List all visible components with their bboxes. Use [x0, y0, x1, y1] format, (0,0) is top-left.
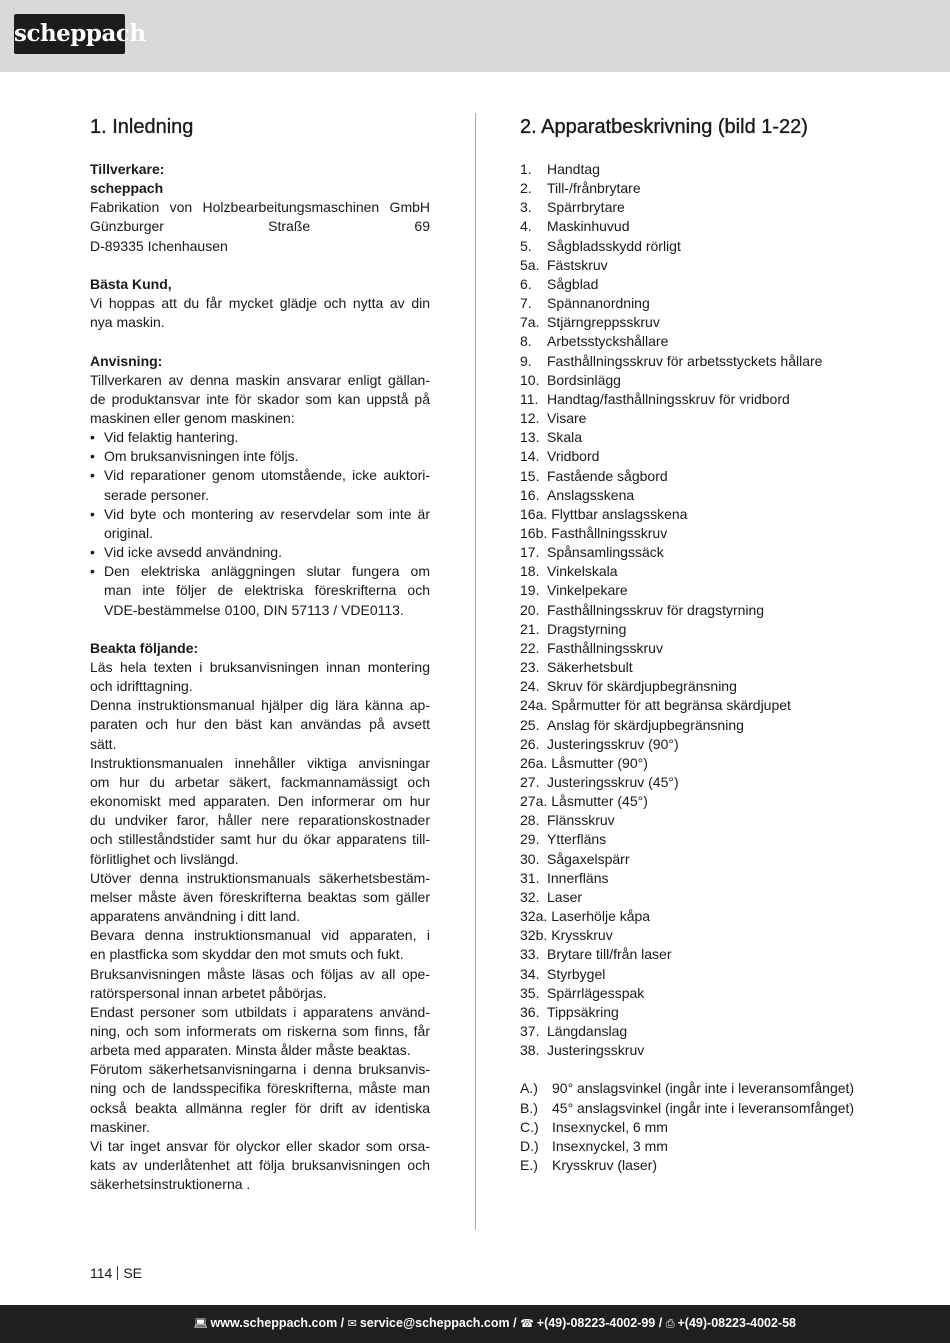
item-number: 32a. [520, 908, 548, 925]
manufacturer-label: Tillverkare: [90, 161, 165, 177]
list-item [520, 371, 900, 390]
item-number: 23. [520, 659, 540, 676]
item-text: Maskinhuvud [547, 218, 630, 235]
list-item [520, 601, 900, 620]
text-line: sätt. [90, 735, 117, 752]
item-text: Brytare till/från laser [547, 946, 672, 963]
page-number [90, 1264, 142, 1283]
list-item [520, 1022, 900, 1041]
left-column [90, 112, 430, 1194]
item-number: 15. [520, 467, 540, 484]
page-language: SE [123, 1265, 143, 1281]
fax-icon: ⎙︎ [665, 1318, 675, 1330]
observe-label: Beakta följande: [90, 639, 199, 656]
item-number: 5a. [520, 256, 540, 273]
item-number: 36. [520, 1003, 540, 1020]
item-number: 17. [520, 544, 540, 561]
list-item [520, 811, 900, 830]
item-number: 20. [520, 601, 540, 618]
item-text: Fastående sågbord [547, 467, 668, 484]
item-text: Justeringsskruv (90°) [547, 735, 679, 752]
item-number: 18. [520, 563, 540, 580]
bullet-item-line: • Den elektriska anläggningen slutar fungera om [90, 562, 430, 581]
page-number-value: 114 [90, 1265, 113, 1281]
text-line: paraten och hur den bäst kan användas på avsett [90, 716, 430, 733]
item-number: 6. [520, 275, 532, 292]
item-text: Insexnyckel, 3 mm [552, 1137, 668, 1154]
item-text: Fasthållningsskruv [547, 639, 663, 656]
footer-fax: +(49)-08223-4002-58 [677, 1316, 796, 1330]
item-text: Krysskruv (laser) [552, 1157, 658, 1174]
item-text: Justeringsskruv (45°) [547, 774, 679, 790]
text-line: Denna instruktionsmanual hjälper dig lära känna ap- [90, 697, 430, 714]
text-line: ning, och som informerats om riskerna som finns, får [90, 1022, 430, 1039]
text-line: kats av underlåtenhet att följa bruksanvisningen och [90, 1157, 430, 1174]
item-number: 16b. [520, 524, 548, 541]
item-number: 25. [520, 716, 540, 733]
item-number: E.) [520, 1157, 538, 1174]
item-text: Spännanordning [547, 295, 650, 312]
text-line: Instruktionsmanualen innehåller viktiga anvisningar [90, 754, 430, 771]
list-item [520, 543, 900, 562]
item-text: Vinkelskala [547, 563, 618, 580]
item-text: Anslagsskena [547, 486, 635, 503]
item-text: Fasthållningsskruv för arbetsstyckets hållare [547, 352, 823, 369]
item-number: 35. [520, 984, 540, 1001]
item-number: C.) [520, 1118, 539, 1135]
item-number: 27a. [520, 793, 548, 810]
list-item [520, 486, 900, 505]
item-text: Arbetsstyckshållare [547, 333, 669, 350]
list-item [520, 256, 900, 275]
item-number: 33. [520, 946, 540, 963]
item-text: Skruv för skärdjupbegränsning [547, 678, 737, 695]
list-item [520, 965, 900, 984]
list-item [520, 1156, 900, 1175]
item-text: Tippsäkring [547, 1003, 619, 1020]
item-number: 3. [520, 199, 532, 216]
address-line: D-89335 Ichenhausen [90, 237, 228, 254]
page-footer [0, 1305, 950, 1343]
item-text: Styrbygel [547, 965, 606, 982]
list-item [520, 677, 900, 696]
text-line: ekonomiskt med apparaten. Den informerar om hur [90, 793, 430, 810]
item-text: Krysskruv [551, 927, 613, 944]
parts-list [520, 160, 900, 1060]
page-number-separator [117, 1266, 118, 1280]
item-number: 8. [520, 333, 532, 350]
item-number: 10. [520, 371, 540, 388]
introduction-body [90, 160, 430, 1194]
list-item [520, 754, 900, 773]
item-text: Fasthållningsskruv för dragstyrning [547, 601, 765, 618]
list-item [520, 409, 900, 428]
bullet-item-line: original. [104, 524, 154, 541]
item-number: 11. [520, 390, 539, 407]
notice-label: Anvisning: [90, 352, 163, 369]
text-line: Läs hela texten i bruksanvisningen innan montering [90, 659, 430, 676]
list-item [520, 773, 900, 792]
item-number: 38. [520, 1042, 540, 1059]
text-line: Vi hoppas att du får mycket glädje och nytta av din [90, 295, 430, 312]
spacer [90, 256, 430, 275]
list-item [520, 639, 900, 658]
item-number: 9. [520, 352, 532, 369]
item-text: Till-/frånbrytare [547, 180, 641, 197]
item-number: 12. [520, 410, 540, 427]
bullet-item-line: • Vid reparationer genom utomstående, icke auktori- [90, 466, 430, 485]
text-line: Bevara denna instruktionsmanual vid apparaten, i [90, 927, 430, 944]
item-text: Ytterfläns [547, 831, 607, 848]
item-text: 90° anslagsvinkel (ingår inte i leveransomfånget) [552, 1080, 855, 1097]
item-number: 34. [520, 965, 540, 982]
list-item [520, 198, 900, 217]
list-item [520, 907, 900, 926]
list-item [520, 620, 900, 639]
footer-phone: +(49)-08223-4002-99 / [536, 1316, 663, 1330]
list-item [520, 830, 900, 849]
list-item [520, 562, 900, 581]
bullet-item-line: serade personer. [104, 486, 210, 503]
item-text: Vridbord [547, 448, 600, 465]
page-header [0, 0, 950, 72]
list-item [520, 447, 900, 466]
item-number: 19. [520, 582, 540, 599]
list-item [520, 467, 900, 486]
list-item [520, 1118, 900, 1137]
item-text: Spånsamlingssäck [547, 544, 664, 561]
item-number: A.) [520, 1080, 538, 1097]
manufacturer-address [90, 198, 430, 255]
item-number: 26a. [520, 754, 548, 771]
text-line: en plastficka som skyddar den mot smuts och fukt. [90, 946, 404, 963]
manufacturer-name: scheppach [90, 180, 164, 197]
text-line: du undviker faror, håller nere reparationskostnader [90, 812, 430, 829]
item-number: 26. [520, 735, 540, 752]
item-text: Vinkelpekare [547, 582, 628, 599]
list-item [520, 716, 900, 735]
phone-icon: ☎︎ [520, 1318, 534, 1330]
list-item [520, 1041, 900, 1060]
text-line: melser måste även föreskrifterna beaktas som gäller [90, 888, 430, 905]
item-number: 7. [520, 295, 532, 312]
item-number: 31. [520, 869, 540, 886]
item-number: B.) [520, 1099, 538, 1116]
list-item [520, 179, 900, 198]
item-text: Sågbladsskydd rörligt [547, 237, 681, 254]
text-line: Tillverkaren av denna maskin ansvarar enligt gällan- [90, 371, 430, 388]
item-text: Dragstyrning [547, 620, 627, 637]
item-number: 27. [520, 774, 540, 790]
list-item [520, 735, 900, 754]
bullet-item-line: man inte följer de elektriska föreskrifterna och [104, 582, 430, 599]
item-number: 28. [520, 812, 540, 829]
list-item [520, 160, 900, 179]
item-text: Handtag [547, 161, 600, 177]
item-number: 32. [520, 888, 540, 905]
item-text: Handtag/fasthållningsskruv för vridbord [547, 390, 790, 407]
text-line: Bruksanvisningen måste läsas och följas av all ope- [90, 965, 430, 982]
list-item [520, 1003, 900, 1022]
list-item [520, 217, 900, 236]
list-item [520, 237, 900, 256]
list-item [520, 275, 900, 294]
item-text: Bordsinlägg [547, 371, 621, 388]
item-text: Flyttbar anslagsskena [551, 505, 688, 522]
item-text: Anslag för skärdjupbegränsning [547, 716, 744, 733]
list-item [520, 984, 900, 1003]
text-line: om hur du arbetar säkert, fackmannamässigt och [90, 773, 430, 790]
scheppach-logo: scheppach [14, 14, 125, 54]
list-item [520, 428, 900, 447]
list-item [520, 581, 900, 600]
item-text: Stjärngreppsskruv [547, 314, 660, 331]
notice-bullet-list [90, 428, 430, 620]
greeting-text [90, 294, 430, 332]
section-heading-device-description: 2. Apparatbeskrivning (bild 1-22) [520, 116, 808, 138]
text-line: de produktansvar inte för skador som kan uppstå på [90, 390, 430, 407]
text-line: säkerhetsinstruktionerna . [90, 1176, 251, 1193]
item-number: 16. [520, 486, 540, 503]
text-line: Vi tar inget ansvar för olyckor eller skador som orsa- [90, 1137, 430, 1154]
item-number: 24a. [520, 697, 548, 714]
footer-website[interactable]: www.scheppach.com / [210, 1316, 345, 1330]
item-number: 24. [520, 678, 540, 695]
item-text: Laser [547, 888, 583, 905]
text-line: arbeta med apparaten. Minsta ålder måste beaktas. [90, 1042, 411, 1059]
item-number: D.) [520, 1137, 539, 1154]
item-number: 13. [520, 429, 540, 446]
item-number: 4. [520, 218, 532, 235]
item-text: Visare [547, 410, 587, 427]
item-text: 45° anslagsvinkel (ingår inte i leveransomfånget) [552, 1099, 855, 1116]
text-line: förlitlighet och livslängd. [90, 850, 239, 867]
item-number: 37. [520, 1023, 540, 1040]
address-line: Fabrikation von Holzbearbeitungsmaschinen GmbH [90, 199, 430, 216]
computer-icon: 💻︎ [193, 1318, 208, 1330]
text-line: apparatens användning i ditt land. [90, 908, 301, 925]
text-line: nya maskin. [90, 314, 165, 331]
item-text: Laserhölje kåpa [551, 908, 651, 925]
text-line: Endast personer som utbildats i apparatens använd- [90, 1003, 430, 1020]
list-item [520, 926, 900, 945]
text-line: och idrifttagning. [90, 678, 193, 695]
right-column [520, 112, 900, 1175]
text-line: och stilleståndstider samt hur du ökar apparatens till- [90, 831, 430, 848]
device-description-body [520, 160, 900, 1175]
list-item [520, 332, 900, 351]
text-line: Förutom säkerhetsanvisningarna i denna bruksanvis- [90, 1061, 430, 1078]
list-item [520, 792, 900, 811]
observe-text [90, 658, 430, 1194]
item-number: 7a. [520, 314, 540, 331]
item-text: Spärrlägesspak [547, 984, 645, 1001]
text-line: ratörspersonal innan arbetet påbörjas. [90, 984, 327, 1001]
item-number: 2. [520, 180, 532, 197]
footer-email[interactable]: service@scheppach.com / [359, 1316, 517, 1330]
list-item [520, 352, 900, 371]
item-number: 30. [520, 850, 540, 867]
accessories-list [520, 1079, 900, 1175]
spacer [520, 1060, 900, 1079]
bullet-item-line: • Vid byte och montering av reservdelar som inte är [90, 505, 430, 524]
address-line: Günzburger Straße 69 [90, 218, 430, 235]
text-line: maskinen eller genom maskinen: [90, 410, 295, 426]
list-item [520, 313, 900, 332]
bullet-item-line: • Vid icke avsedd användning. [90, 543, 430, 562]
item-text: Innerfläns [547, 869, 609, 886]
list-item [520, 524, 900, 543]
item-text: Sågblad [547, 275, 599, 292]
section-heading-introduction: 1. Inledning [90, 116, 194, 138]
list-item [520, 888, 900, 907]
list-item [520, 390, 900, 409]
item-text: Säkerhetsbult [547, 659, 633, 676]
item-text: Fasthållningsskruv [551, 524, 668, 541]
greeting-label: Bästa Kund, [90, 275, 172, 292]
item-text: Fästskruv [547, 256, 608, 273]
item-text: Låsmutter (90°) [551, 754, 648, 771]
item-text: Justeringsskruv [547, 1042, 645, 1059]
item-text: Skala [547, 429, 583, 446]
item-text: Sågaxelspärr [547, 850, 630, 867]
item-text: Insexnyckel, 6 mm [552, 1118, 668, 1135]
bullet-item-line: • Om bruksanvisningen inte följs. [90, 447, 430, 466]
mail-icon: ✉︎ [347, 1318, 357, 1330]
list-item [520, 869, 900, 888]
spacer [90, 332, 430, 351]
item-number: 5. [520, 237, 532, 254]
item-text: Låsmutter (45°) [551, 793, 648, 810]
item-text: Spårmutter för att begränsa skärdjupet [551, 697, 791, 714]
notice-text [90, 371, 430, 428]
text-line: maskiner. [90, 1118, 150, 1135]
text-line: Utöver denna instruktionsmanuals säkerhetsbestäm- [90, 869, 430, 886]
item-number: 14. [520, 448, 540, 465]
text-line: också beakta allmänna regler för drift av identiska [90, 1099, 430, 1116]
column-divider [475, 113, 476, 1230]
item-number: 1. [520, 161, 532, 177]
item-number: 16a. [520, 505, 548, 522]
item-number: 32b. [520, 927, 548, 944]
list-item [520, 1099, 900, 1118]
list-item [520, 1137, 900, 1156]
text-line: ning och de landsspecifika föreskrifterna, måste man [90, 1080, 430, 1097]
item-text: Flänsskruv [547, 812, 615, 829]
list-item [520, 945, 900, 964]
list-item [520, 658, 900, 677]
list-item [520, 505, 900, 524]
item-text: Spärrbrytare [547, 199, 625, 216]
item-number: 22. [520, 639, 540, 656]
list-item [520, 1079, 900, 1098]
item-number: 29. [520, 831, 540, 848]
list-item [520, 696, 900, 715]
bullet-item-line: • Vid felaktig hantering. [90, 428, 430, 447]
list-item [520, 850, 900, 869]
bullet-item-line: VDE-bestämmelse 0100, DIN 57113 / VDE0113. [104, 601, 404, 618]
spacer [90, 620, 430, 639]
list-item [520, 294, 900, 313]
item-number: 21. [520, 620, 540, 637]
item-text: Längdanslag [547, 1023, 628, 1040]
